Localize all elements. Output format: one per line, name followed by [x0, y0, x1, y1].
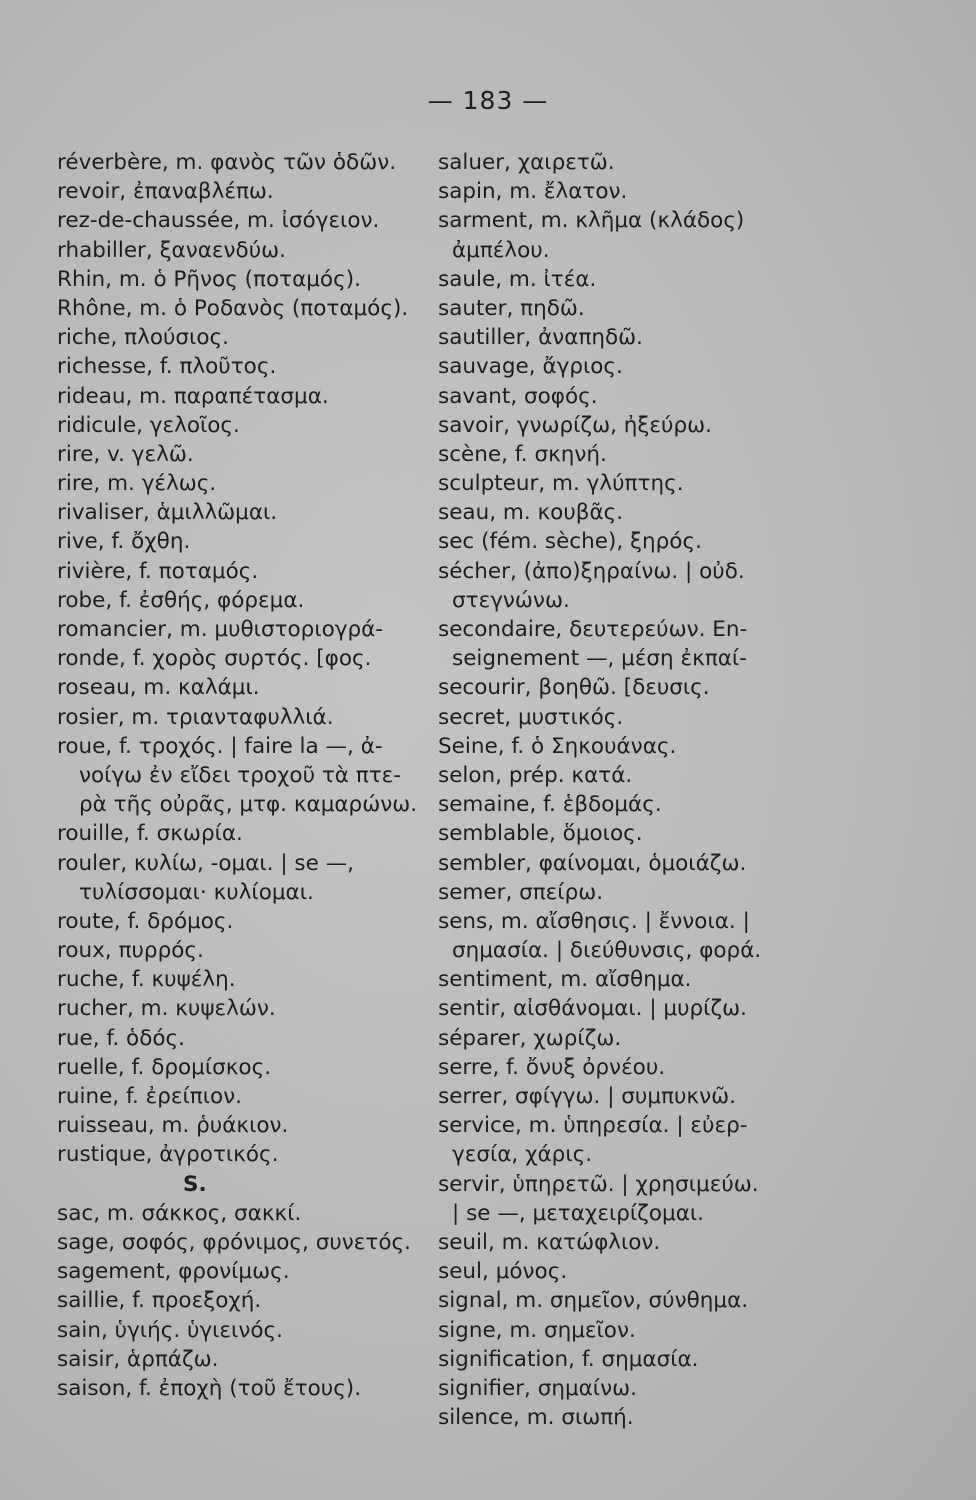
dictionary-entry: τυλίσσομαι· κυλίομαι. [79, 879, 314, 905]
dictionary-entry: savant, σοφός. [438, 383, 598, 409]
dictionary-entry: sarment, m. κλῆμα (κλάδος) [438, 208, 745, 234]
dictionary-entry: νοίγω ἐν εἴδει τροχοῦ τὰ πτε- [79, 762, 402, 788]
dictionary-entry: rez-de-chaussée, m. ἰσόγειον. [57, 208, 380, 234]
dictionary-entry: rive, f. ὄχθη. [57, 529, 191, 555]
dictionary-entry: sentiment, m. αἴσθημα. [438, 967, 692, 993]
dictionary-entry: serrer, σφίγγω. | συμπυκνῶ. [438, 1084, 736, 1109]
dictionary-entry: sculpteur, m. γλύπτης. [438, 471, 684, 497]
dictionary-entry: sage, σοφός, φρόνιμος, συνετός. [57, 1229, 411, 1255]
dictionary-entry: réverbère, m. φανὸς τῶν ὁδῶν. [57, 150, 397, 175]
dictionary-entry: semblable, ὅμοιος. [438, 821, 643, 847]
dictionary-entry: secret, μυστικός. [438, 704, 624, 730]
dictionary-entry: ruelle, f. δρομίσκος. [57, 1054, 272, 1080]
dictionary-entry: sapin, m. ἔλατον. [438, 179, 628, 205]
dictionary-entry: route, f. δρόμος. [57, 908, 234, 934]
dictionary-entry: séparer, χωρίζω. [438, 1025, 622, 1051]
dictionary-entry: scène, f. σκηνή. [438, 441, 607, 467]
dictionary-entry: rue, f. ὁδός. [57, 1025, 185, 1051]
dictionary-entry: seul, μόνος. [438, 1259, 568, 1285]
dictionary-entry: ruche, f. κυψέλη. [57, 967, 236, 993]
dictionary-entry: ridicule, γελοῖος. [57, 412, 240, 438]
dictionary-entry: rivaliser, ἁμιλλῶμαι. [57, 500, 278, 526]
dictionary-entry: saule, m. ἰτέα. [438, 266, 597, 292]
page-number: — 183 — [427, 86, 549, 115]
dictionary-entry: rouler, κυλίω, -ομαι. | se —, [57, 850, 355, 876]
dictionary-entry: ρὰ τῆς οὐρᾶς, μτφ. καμαρώνω. [79, 792, 418, 818]
dictionary-entry: revoir, ἐπαναβλέπω. [57, 179, 274, 205]
dictionary-entry: ruisseau, m. ῥυάκιον. [57, 1113, 289, 1139]
dictionary-entry: Rhin, m. ὁ Ρῆνος (ποταμός). [57, 266, 361, 292]
dictionary-entry: rire, v. γελῶ. [57, 441, 194, 467]
right-column [418, 148, 810, 1432]
dictionary-entry: ruine, f. ἐρείπιον. [57, 1084, 243, 1109]
dictionary-entry: sembler, φαίνομαι, ὁμοιάζω. [438, 850, 747, 876]
dictionary-entry: στεγνώνω. [452, 587, 570, 613]
dictionary-entry: rire, m. γέλως. [57, 471, 217, 497]
dictionary-entry: rustique, ἀγροτικός. [57, 1142, 279, 1168]
dictionary-entry: σημασία. | διεύθυνσις, φορά. [452, 938, 762, 964]
dictionary-entry: signe, m. σημεῖον. [438, 1317, 636, 1343]
dictionary-entry: rosier, m. τριανταφυλλιά. [57, 704, 334, 730]
dictionary-entry: robe, f. ἐσθής, φόρεμα. [57, 587, 305, 613]
dictionary-entry: serre, f. ὄνυξ ὀρνέου. [438, 1054, 666, 1080]
dictionary-entry: roseau, m. καλάμι. [57, 675, 260, 701]
dictionary-entry: sagement, φρονίμως. [57, 1259, 290, 1285]
dictionary-entry: saison, f. ἐποχὴ (τοῦ ἔτους). [57, 1375, 362, 1401]
dictionary-entry: silence, m. σιωπή. [438, 1405, 634, 1431]
dictionary-entry: saisir, ἁρπάζω. [57, 1346, 219, 1372]
dictionary-entry: rideau, m. παραπέτασμα. [57, 383, 329, 409]
dictionary-entry: sens, m. αἴσθησις. | ἔννοια. | [438, 908, 750, 934]
dictionary-entry: sac, m. σάκκος, σακκί. [57, 1200, 302, 1226]
dictionary-entry: servir, ὑπηρετῶ. | χρησιμεύω. [438, 1171, 759, 1197]
dictionary-entry: romancier, m. μυθιστοριογρά- [57, 617, 384, 642]
dictionary-entry: sauter, πηδῶ. [438, 295, 585, 321]
dictionary-entry: rivière, f. ποταμός. [57, 558, 259, 584]
dictionary-entry: secondaire, δευτερεύων. En- [438, 617, 748, 642]
dictionary-entry: savoir, γνωρίζω, ἠξεύρω. [438, 412, 712, 438]
dictionary-entry: sautiller, ἀναπηδῶ. [438, 325, 644, 351]
dictionary-entry: sec (fém. sèche), ξηρός. [438, 529, 702, 555]
dictionary-entry: sauvage, ἄγριος. [438, 354, 623, 380]
dictionary-entry: sécher, (ἀπο)ξηραίνω. | οὐδ. [438, 558, 745, 584]
dictionary-entry: Seine, f. ὁ Σηκουάνας. [438, 733, 677, 759]
dictionary-entry: service, m. ὑπηρεσία. | εὐερ- [438, 1113, 748, 1139]
dictionary-entry: ronde, f. χορὸς συρτός. [φος. [57, 646, 372, 672]
dictionary-entry: signification, f. σημασία. [438, 1346, 699, 1372]
dictionary-entry: saluer, χαιρετῶ. [438, 150, 615, 175]
dictionary-entry: seuil, m. κατώφλιον. [438, 1229, 661, 1255]
dictionary-entry: signal, m. σημεῖον, σύνθημα. [438, 1288, 749, 1314]
dictionary-entry: rucher, m. κυψελών. [57, 996, 276, 1022]
dictionary-entry: | se —, μεταχειρίζομαι. [452, 1200, 704, 1226]
dictionary-entry: rhabiller, ξαναενδύω. [57, 237, 286, 263]
dictionary-entry: ἀμπέλου. [452, 237, 550, 263]
dictionary-entry: γεσία, χάρις. [452, 1142, 593, 1168]
dictionary-entry: seignement —, μέση ἐκπαί- [452, 646, 747, 672]
dictionary-entry: signifier, σημαίνω. [438, 1375, 637, 1401]
dictionary-entry: rouille, f. σκωρία. [57, 821, 243, 847]
section-letter: S. [183, 1171, 207, 1197]
dictionary-entry: richesse, f. πλοῦτος. [57, 354, 277, 380]
dictionary-entry: secourir, βοηθῶ. [δευσις. [438, 675, 710, 701]
dictionary-entry: sentir, αἰσθάνομαι. | μυρίζω. [438, 996, 747, 1022]
dictionary-entry: saillie, f. προεξοχή. [57, 1288, 262, 1314]
dictionary-entry: riche, πλούσιος. [57, 325, 229, 351]
dictionary-entry: semer, σπείρω. [438, 879, 604, 905]
dictionary-entry: selon, prép. κατά. [438, 762, 633, 788]
left-column [33, 148, 428, 1403]
dictionary-entry: roue, f. τροχός. | faire la —, ἀ- [57, 733, 383, 759]
dictionary-entry: semaine, f. ἑβδομάς. [438, 792, 662, 818]
dictionary-entry: roux, πυρρός. [57, 938, 204, 964]
dictionary-entry: seau, m. κουβᾶς. [438, 500, 624, 526]
dictionary-entry: sain, ὑγιής. ὑγιεινός. [57, 1317, 283, 1343]
dictionary-entry: Rhône, m. ὁ Ροδανὸς (ποταμός). [57, 295, 409, 321]
